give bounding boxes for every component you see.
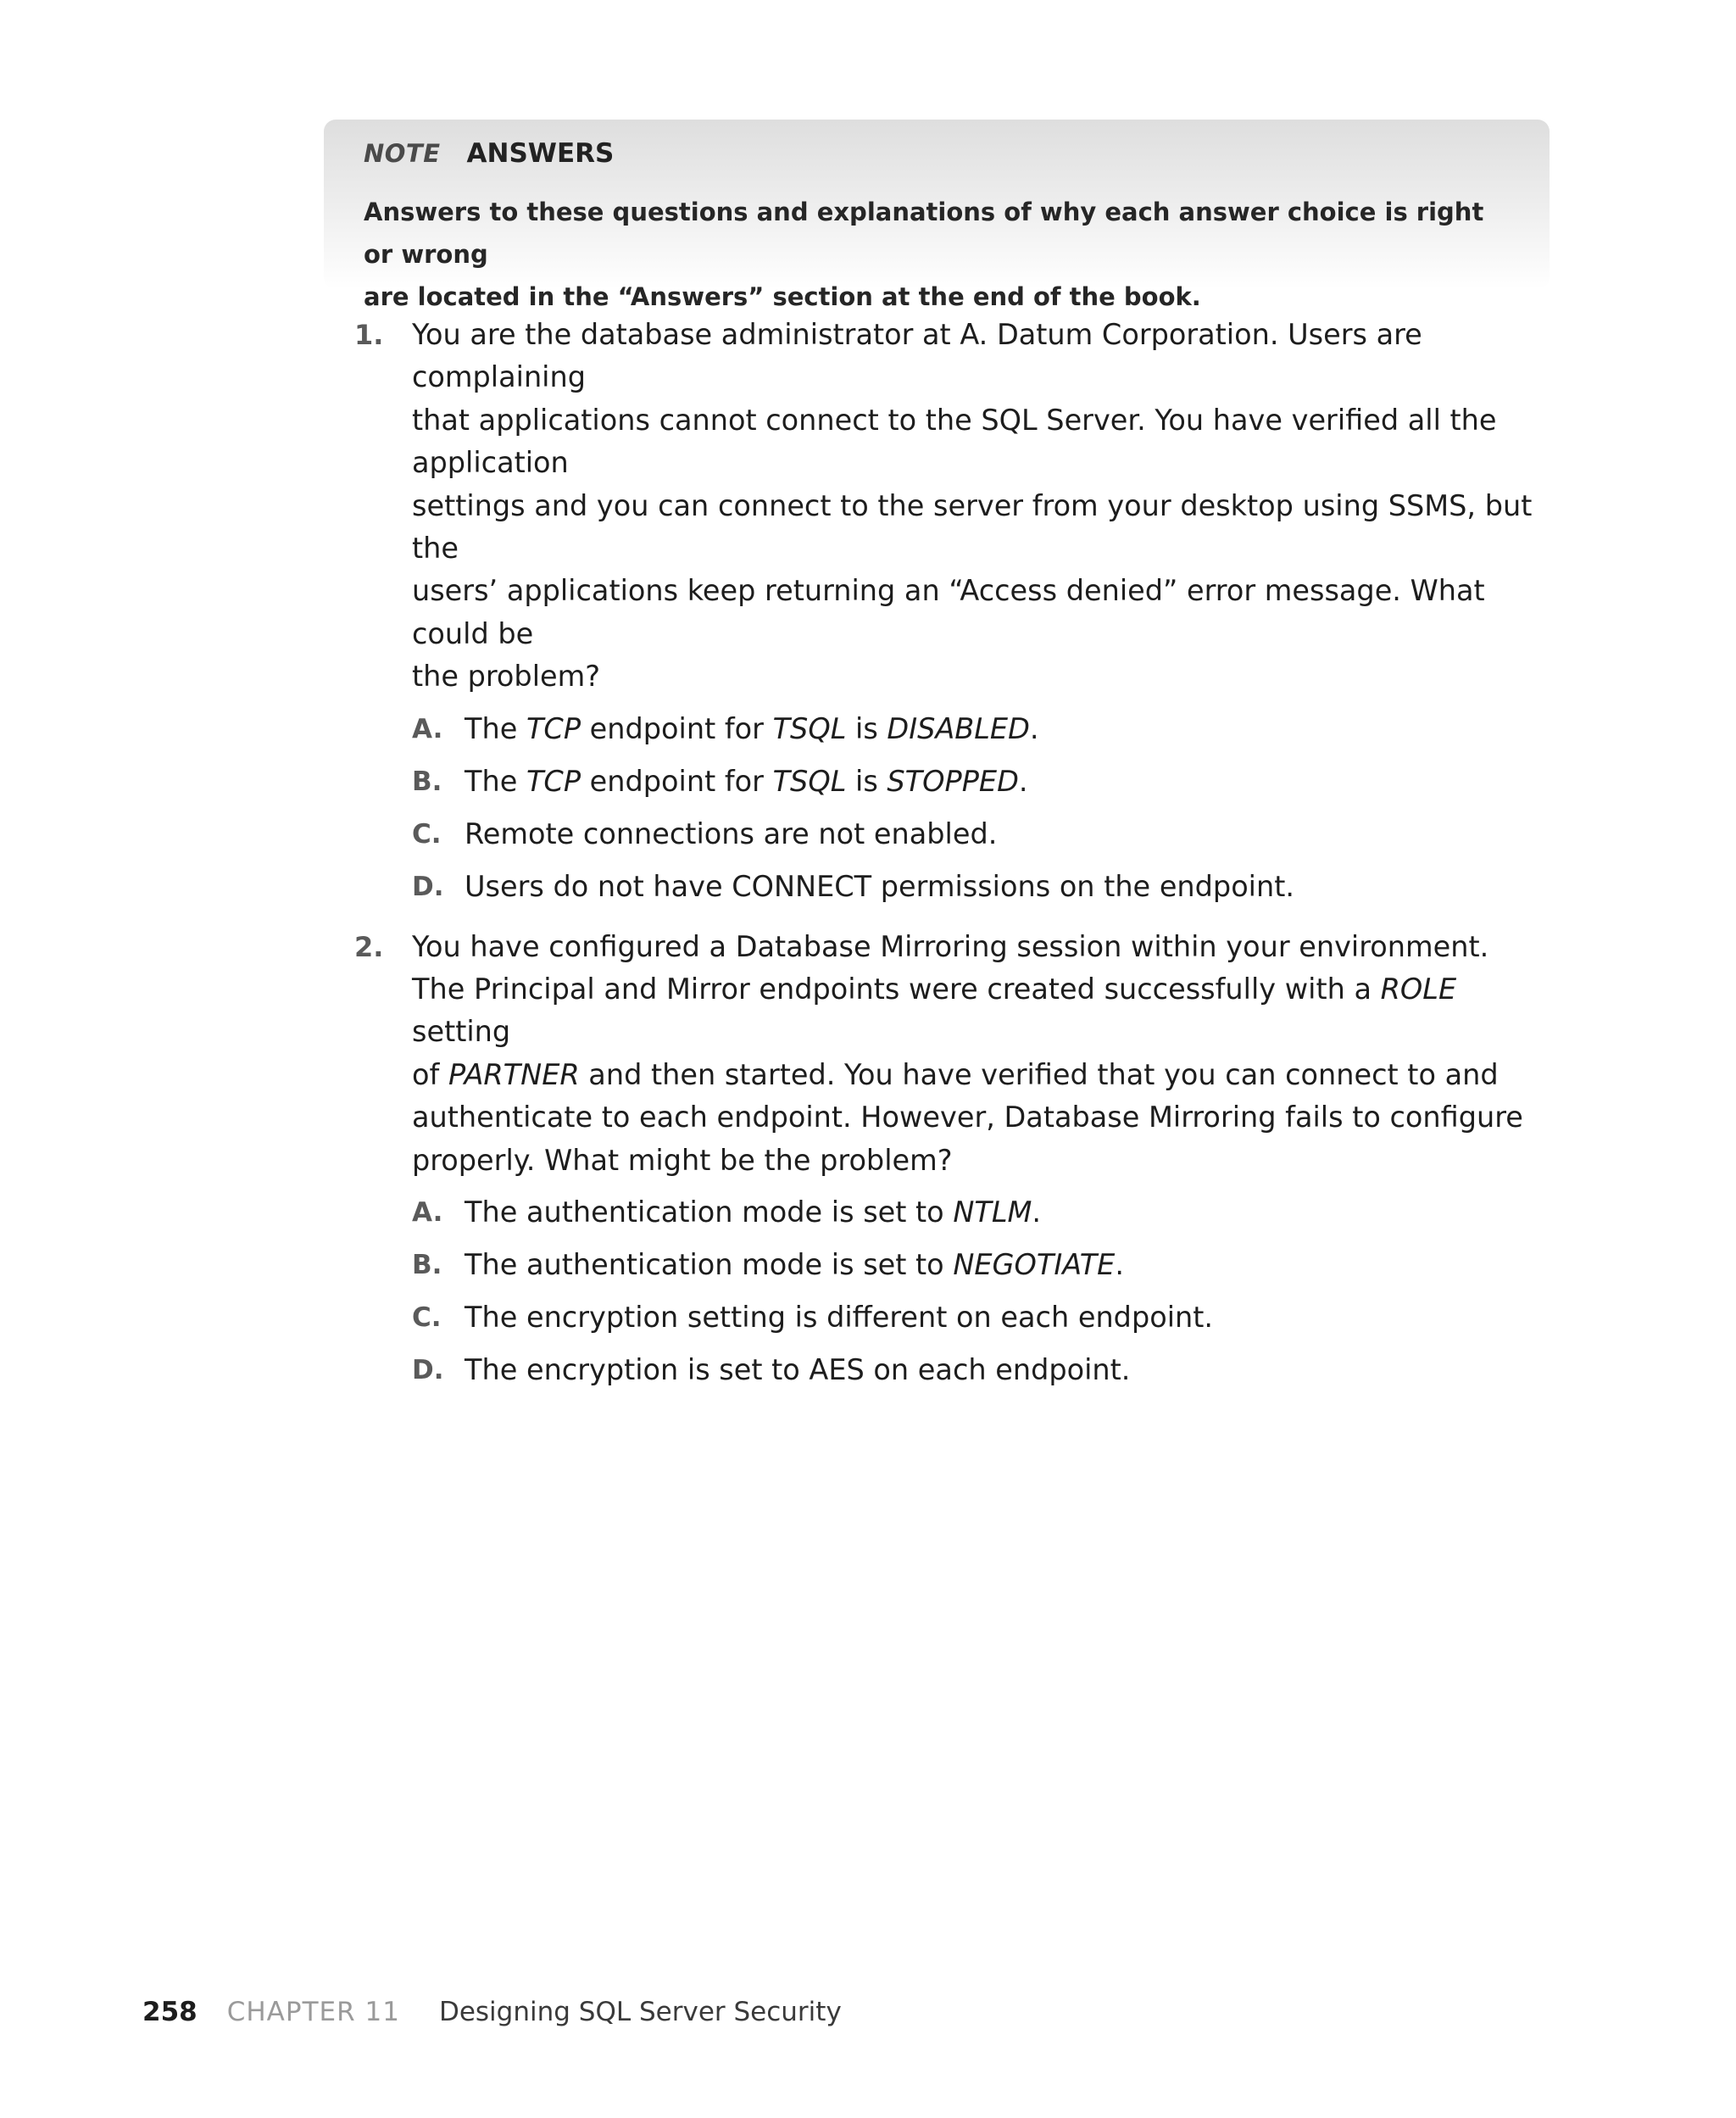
option-text: endpoint for [581, 764, 773, 798]
option-text: The [465, 764, 526, 798]
page-footer [142, 1997, 842, 2039]
option-text: The authentication mode is set to [465, 1248, 954, 1282]
option-italic: TSQL [772, 764, 847, 798]
question-line: You have configured a Database Mirroring session within your environment. [412, 929, 1489, 963]
option-italic: TCP [526, 764, 581, 798]
option-letter: D. [412, 871, 444, 902]
option-text: Remote connections are not enabled. [465, 817, 998, 850]
option-italic: TSQL [772, 711, 847, 745]
note-box [324, 120, 1550, 311]
question-line: properly. What might be the problem? [412, 1143, 953, 1177]
option-text: . [1115, 1248, 1124, 1282]
question-text [412, 926, 1558, 1182]
option-italic: STOPPED [887, 764, 1019, 798]
option-text: The authentication mode is set to [465, 1196, 954, 1229]
question-line: the problem? [412, 660, 601, 694]
question-italic: PARTNER [448, 1057, 580, 1091]
option-text: The encryption is set to AES on each endpoint. [465, 1353, 1131, 1387]
chapter-title: Designing SQL Server Security [438, 1997, 842, 2027]
option-text: Users do not have CONNECT permissions on the endpoint. [465, 869, 1295, 903]
answer-option-a [412, 1190, 1558, 1243]
question-2 [354, 926, 1558, 1401]
option-text: is [846, 764, 887, 798]
question-text-part: and then started. You have verified that you can connect to and [579, 1057, 1499, 1091]
answer-option-c [412, 1296, 1558, 1348]
question-number: 2. [354, 930, 384, 963]
question-line [412, 1054, 1558, 1096]
option-letter: C. [412, 818, 442, 850]
option-text: endpoint for [581, 711, 773, 745]
question-text [412, 314, 1558, 699]
option-text: . [1029, 711, 1039, 745]
option-italic: NEGOTIATE [953, 1248, 1116, 1282]
option-letter: B. [412, 1250, 442, 1281]
question-line: You are the database administrator at A. Datum Corporation. Users are complaining [412, 318, 1422, 394]
option-text: The [465, 711, 526, 745]
note-header [364, 138, 1507, 176]
answer-options [412, 707, 1558, 917]
option-italic: TCP [526, 711, 581, 745]
question-line: authenticate to each endpoint. However, Database Mirroring fails to configure [412, 1101, 1523, 1134]
note-title: ANSWERS [466, 138, 615, 169]
note-body-line: are located in the “Answers” section at the end of the book. [364, 282, 1201, 311]
question-number: 1. [354, 319, 384, 351]
note-body [364, 191, 1507, 318]
question-line [412, 968, 1558, 1054]
question-line: users’ applications keep returning an “Access denied” error message. What could be [412, 574, 1485, 650]
question-line: that applications cannot connect to the SQL Server. You have verified all the application [412, 403, 1497, 480]
answer-options [412, 1190, 1558, 1401]
chapter-label: CHAPTER 11 [226, 1997, 400, 2027]
answer-option-d [412, 865, 1558, 917]
note-label: NOTE [364, 139, 441, 168]
option-text: The encryption setting is different on each endpoint. [465, 1301, 1214, 1335]
answer-option-b [412, 760, 1558, 812]
page-number: 258 [142, 1997, 198, 2027]
question-list [354, 314, 1558, 1409]
option-letter: C. [412, 1302, 442, 1334]
answer-option-c [412, 812, 1558, 865]
option-text: is [846, 711, 887, 745]
question-text-part: of [412, 1057, 448, 1091]
option-letter: A. [412, 1197, 443, 1229]
option-letter: A. [412, 713, 443, 744]
option-text: . [1018, 764, 1028, 798]
question-text-part: The Principal and Mirror endpoints were created successfully with a [412, 973, 1381, 1006]
question-1 [354, 314, 1558, 917]
answer-option-d [412, 1348, 1558, 1401]
question-text-part: setting [412, 1015, 511, 1049]
question-line: settings and you can connect to the server from your desktop using SSMS, but the [412, 488, 1533, 566]
option-italic: DISABLED [887, 711, 1030, 745]
option-text: . [1032, 1196, 1042, 1229]
note-body-line: Answers to these questions and explanations of why each answer choice is right or wrong [364, 198, 1484, 269]
answer-option-b [412, 1243, 1558, 1296]
option-letter: D. [412, 1355, 444, 1386]
answer-option-a [412, 707, 1558, 760]
option-italic: NTLM [953, 1196, 1032, 1229]
option-letter: B. [412, 766, 442, 797]
question-italic: ROLE [1380, 973, 1457, 1006]
